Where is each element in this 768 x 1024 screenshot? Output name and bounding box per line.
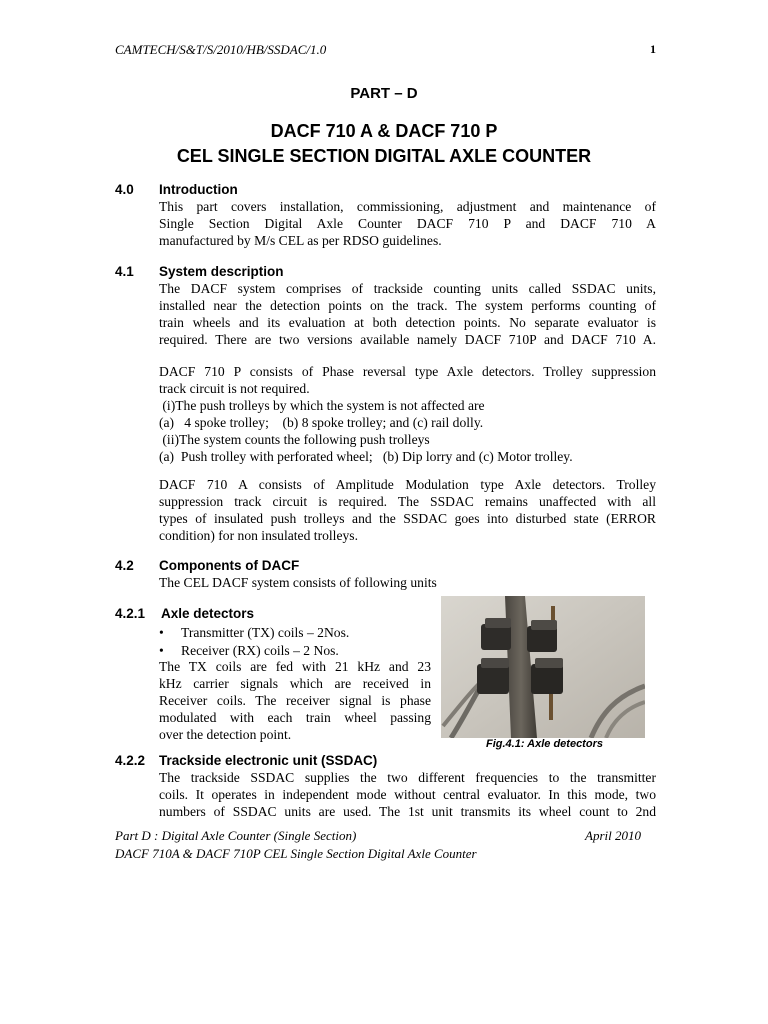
text-line: The trackside SSDAC supplies the two different frequencies to the transmitter xyxy=(159,770,656,785)
section-heading: System description xyxy=(159,264,284,279)
text-line: numbers of SSDAC units are used. The 1st unit transmits its wheel count to 2nd xyxy=(159,804,656,819)
text-line: train wheels and its evaluation at both detection points. No separate evaluator is xyxy=(159,315,656,330)
bullet-icon: • xyxy=(159,643,164,658)
text-line: (i)The push trolleys by which the system is not affected are xyxy=(159,398,485,413)
axle-detector-photo xyxy=(441,596,645,738)
section-number: 4.2.1 xyxy=(115,606,146,621)
section-number: 4.2.2 xyxy=(115,753,146,768)
text-line: The TX coils are fed with 21 kHz and 23 xyxy=(159,659,431,674)
text-line: (ii)The system counts the following push trolleys xyxy=(159,432,430,447)
title-line-1: DACF 710 A & DACF 710 P xyxy=(270,121,498,141)
text-line: kHz carrier signals which are received in xyxy=(159,676,431,691)
text-line: over the detection point. xyxy=(159,727,292,742)
text-line: The DACF system comprises of trackside counting units called SSDAC units, xyxy=(159,281,656,296)
text-line: track circuit is not required. xyxy=(159,381,310,396)
text-line: (a) 4 spoke trolley; (b) 8 spoke trolley; and (c) rail dolly. xyxy=(159,415,484,430)
text-line: This part covers installation, commissioning, adjustment and maintenance of xyxy=(159,199,656,214)
part-heading: PART – D xyxy=(350,85,418,102)
section-number: 4.0 xyxy=(115,182,134,197)
text-line: Single Section Digital Axle Counter DACF 710 P and DACF 710 A xyxy=(159,216,656,231)
bullet-item: • Receiver (RX) coils – 2 Nos. xyxy=(159,643,339,658)
text-line: suppression track circuit is required. The SSDAC remains unaffected with all xyxy=(159,494,656,509)
text-line: installed near the detection points on the track. The system performs counting of xyxy=(159,298,656,313)
section-number: 4.2 xyxy=(115,558,134,573)
text-line: modulated with each train wheel passing xyxy=(159,710,431,725)
system-description-paragraph xyxy=(159,280,656,348)
dacf-710a-paragraph xyxy=(159,476,656,544)
intro-paragraph xyxy=(159,198,656,249)
text-line: coils. It operates in independent mode without central evaluator. In this mode, two xyxy=(159,787,656,802)
footer-date: April 2010 xyxy=(585,828,641,843)
page-number: 1 xyxy=(650,42,656,56)
document-reference: CAMTECH/S&T/S/2010/HB/SSDAC/1.0 xyxy=(115,42,327,57)
text-line: Receiver coils. The receiver signal is phase xyxy=(159,693,431,708)
footer-part-title: Part D : Digital Axle Counter (Single Section) xyxy=(115,828,357,843)
bullet-item: • Transmitter (TX) coils – 2Nos. xyxy=(159,625,350,640)
text-line: DACF 710 A consists of Amplitude Modulation type Axle detectors. Trolley xyxy=(159,477,656,492)
components-text: The CEL DACF system consists of following units xyxy=(159,575,437,590)
dacf-710p-paragraph xyxy=(159,363,656,465)
section-heading: Axle detectors xyxy=(161,606,255,621)
bullet-icon: • xyxy=(159,625,164,640)
text-line: manufactured by M/s CEL as per RDSO guidelines. xyxy=(159,233,442,248)
text-line: types of insulated push trolleys and the SSDAC goes into disturbed state (ERROR xyxy=(159,511,656,526)
text-line: required. There are two versions available namely DACF 710P and DACF 710 A. xyxy=(159,332,656,347)
section-heading: Trackside electronic unit (SSDAC) xyxy=(159,753,378,768)
text-line: condition) for non insulated trolleys. xyxy=(159,528,358,543)
text-line: (a) Push trolley with perforated wheel; (b) Dip lorry and (c) Motor trolley. xyxy=(159,449,573,464)
axle-detector-paragraph xyxy=(159,658,431,743)
section-number: 4.1 xyxy=(115,264,134,279)
section-heading: Introduction xyxy=(159,182,238,197)
title-line-2: CEL SINGLE SECTION DIGITAL AXLE COUNTER xyxy=(176,146,592,166)
section-heading: Components of DACF xyxy=(159,558,300,573)
trackside-unit-paragraph xyxy=(159,769,656,820)
footer-document-title: DACF 710A & DACF 710P CEL Single Section Digital Axle Counter xyxy=(115,846,477,861)
text-line: DACF 710 P consists of Phase reversal type Axle detectors. Trolley suppression xyxy=(159,364,656,379)
figure-caption: Fig.4.1: Axle detectors xyxy=(486,738,603,750)
